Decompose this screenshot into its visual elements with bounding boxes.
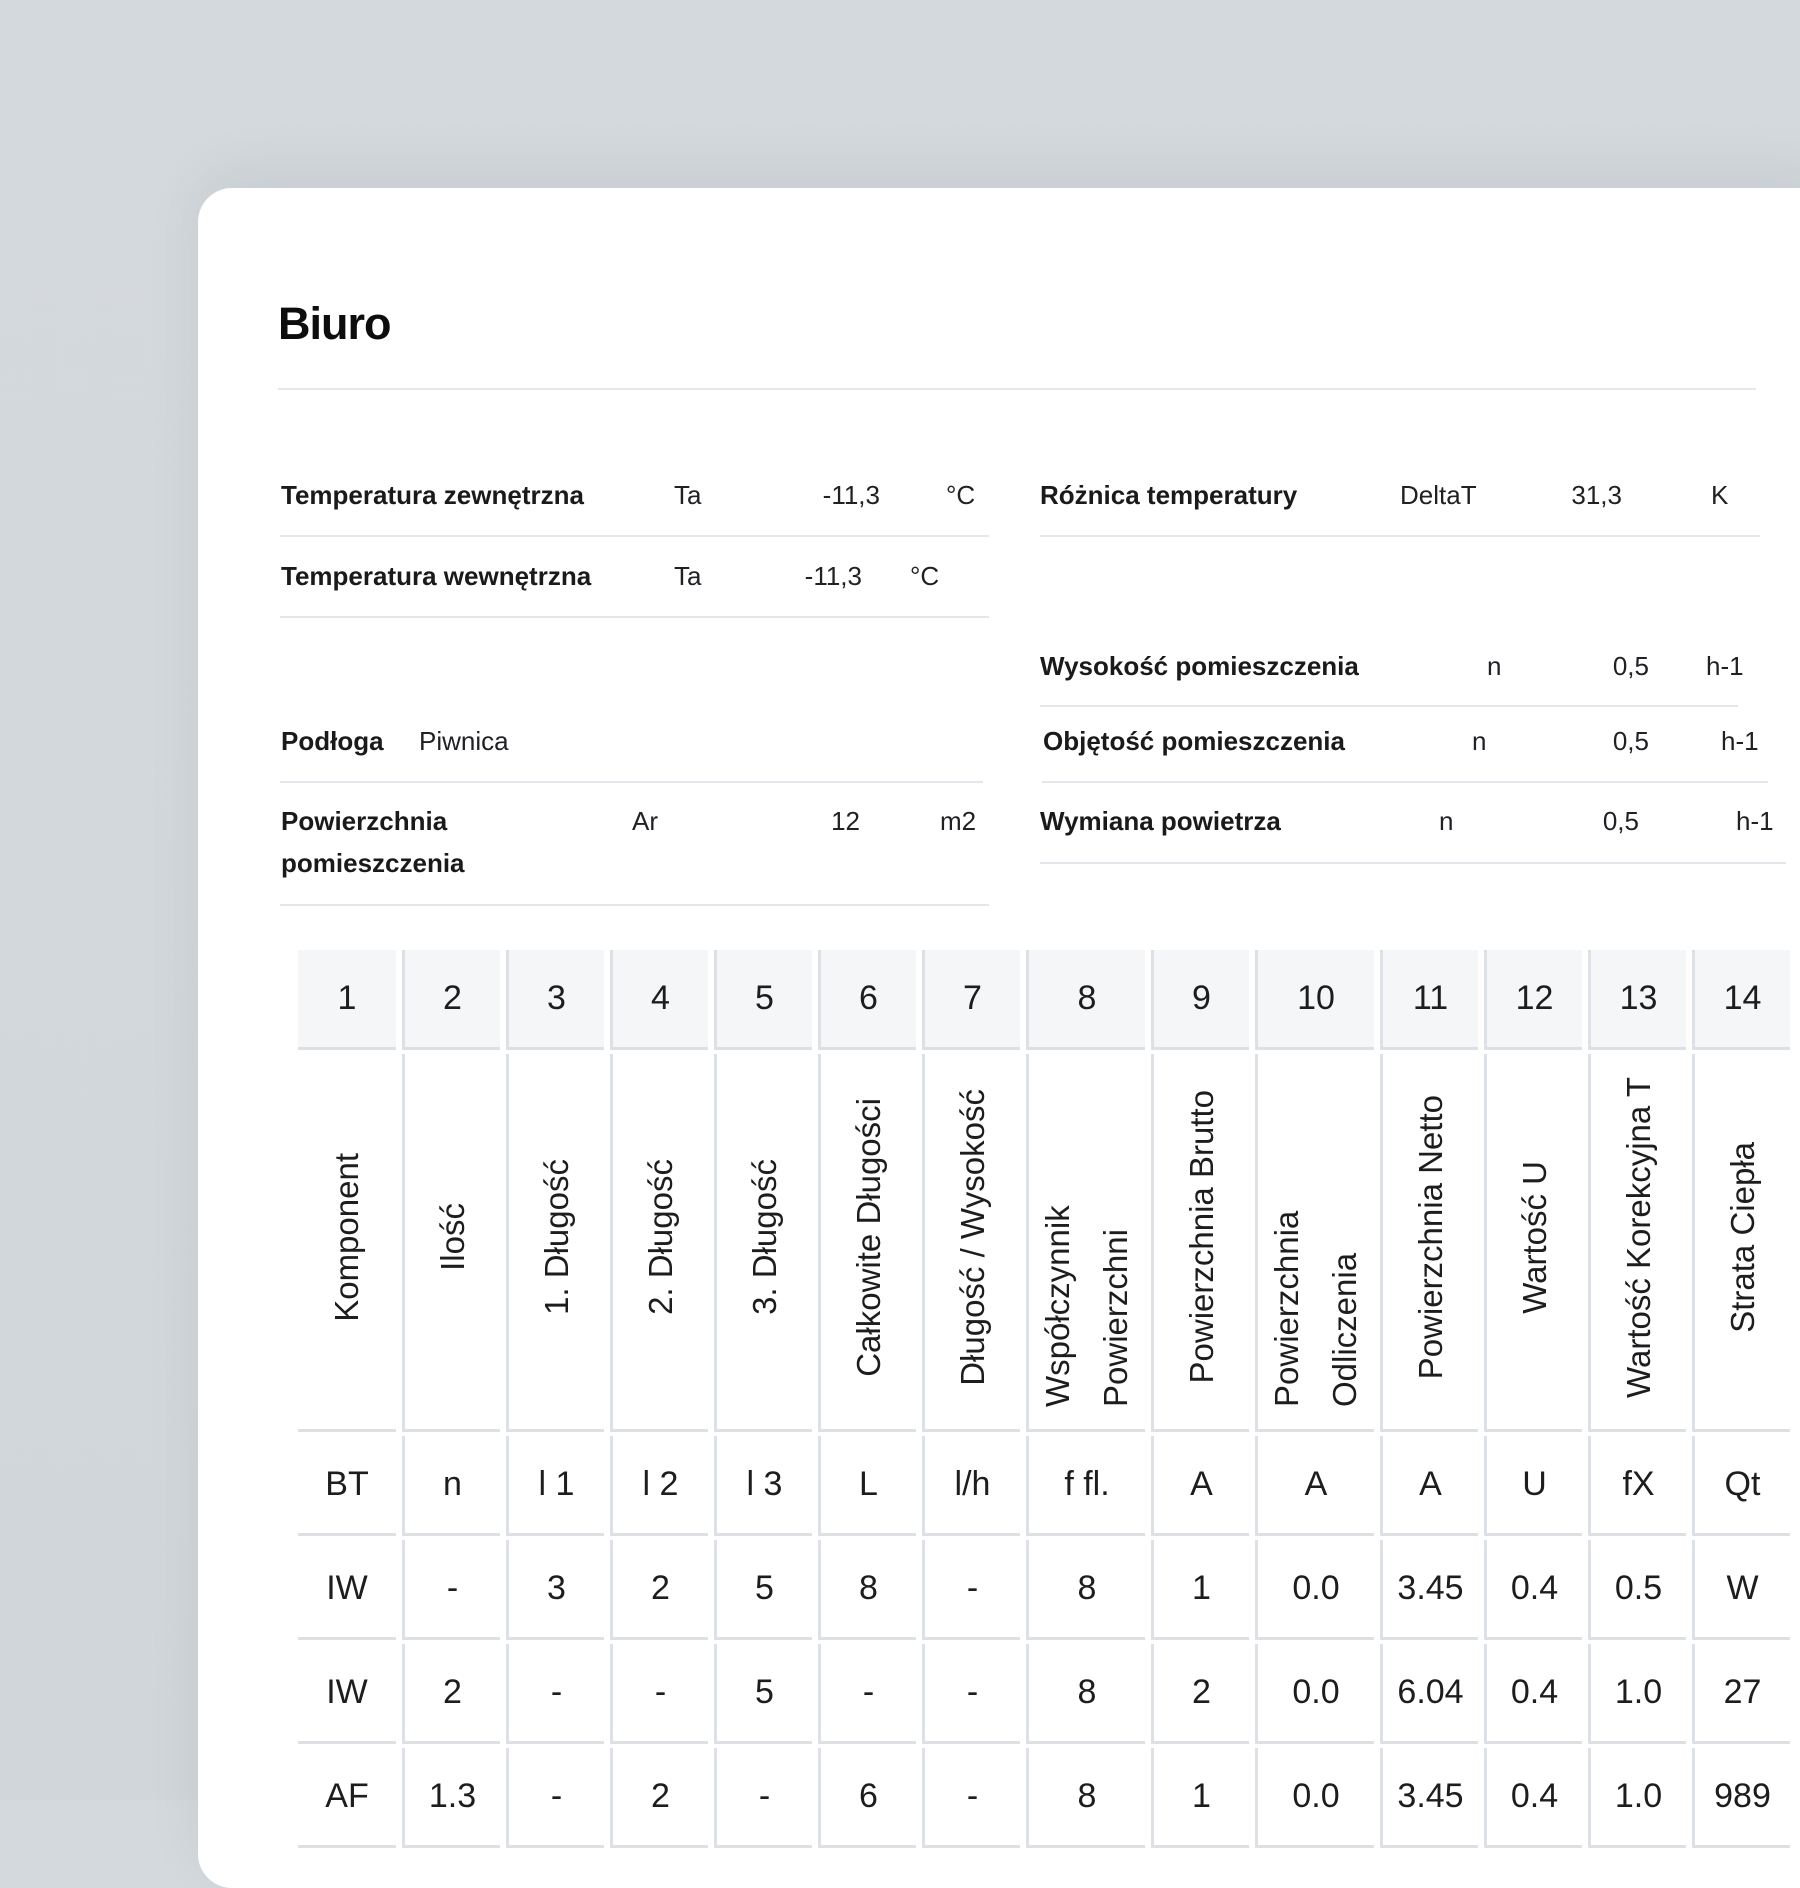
column-header-cell [610,1054,708,1432]
column-number: 3 [506,950,604,1050]
outdoor-temp-unit: °C [946,480,976,510]
floor-value: Piwnica [419,726,509,756]
room-height-symbol: n [1487,651,1502,681]
column-header-row [298,1054,1790,1432]
divider [280,781,983,783]
column-header-cell [1026,1054,1145,1432]
column-number: 2 [402,950,500,1050]
divider [1040,862,1786,864]
table-cell: - [506,1644,604,1744]
indoor-temp-unit: °C [910,561,940,591]
room-area-symbol: Ar [632,806,658,836]
column-header-cell [402,1054,500,1432]
column-header: Wartość Korekcyjna T [1619,1076,1657,1398]
table-cell: 0.5 [1588,1540,1686,1640]
table-cell: IW [298,1540,396,1640]
column-number: 11 [1380,950,1478,1050]
column-header: Długość / Wysokość [953,1088,991,1386]
table-cell: 0.4 [1484,1748,1582,1848]
column-header-cell [1692,1054,1790,1432]
table-cell: 0.4 [1484,1540,1582,1640]
room-height-unit: h-1 [1706,651,1744,681]
room-height-label: Wysokość pomieszczenia [1040,651,1359,681]
floor-label: Podłoga [281,726,384,756]
divider [1040,705,1738,707]
column-symbol: L [818,1436,916,1536]
symbol-row [298,1436,1790,1536]
column-header: Wartość U [1515,1160,1553,1314]
column-number: 8 [1026,950,1145,1050]
heat-loss-table [292,946,1796,1852]
column-header-cell [1380,1054,1478,1432]
room-area-unit: m2 [940,806,977,836]
table-cell: - [922,1644,1020,1744]
column-number: 7 [922,950,1020,1050]
column-header-cell [818,1054,916,1432]
table-cell: 3 [506,1540,604,1640]
room-volume-value: 0,5 [1612,726,1649,756]
room-area-value: 12 [831,806,860,836]
column-symbol: A [1151,1436,1249,1536]
table-cell: 1 [1151,1540,1249,1640]
column-header-cell [506,1054,604,1432]
column-number: 12 [1484,950,1582,1050]
column-symbol: fX [1588,1436,1686,1536]
table-cell: - [818,1644,916,1744]
table-cell: 1.0 [1588,1748,1686,1848]
table-cell: - [922,1540,1020,1640]
table-cell: 1 [1151,1748,1249,1848]
room-volume-unit: h-1 [1721,726,1759,756]
column-header-cell [714,1054,812,1432]
table-cell: - [402,1540,500,1640]
table-row [298,1748,1790,1848]
room-volume-label: Objętość pomieszczenia [1043,726,1345,756]
column-header-cell [1484,1054,1582,1432]
table-cell: 8 [1026,1540,1145,1640]
divider [1042,781,1768,783]
table-cell: - [610,1644,708,1744]
indoor-temp-value: -11,3 [804,561,862,591]
column-number-row [298,950,1790,1050]
table-cell: 6 [818,1748,916,1848]
table-row [298,1644,1790,1744]
column-symbol: U [1484,1436,1582,1536]
column-number: 10 [1255,950,1374,1050]
column-header-cell [1151,1054,1249,1432]
outdoor-temp-label: Temperatura zewnętrzna [281,480,584,510]
indoor-temp-label: Temperatura wewnętrzna [281,561,592,591]
table-cell: IW [298,1644,396,1744]
table-cell: 5 [714,1644,812,1744]
column-number: 1 [298,950,396,1050]
air-exchange-symbol: n [1439,806,1454,836]
column-header: Współczynnik Powierzchni [1039,1205,1134,1407]
column-symbol: A [1380,1436,1478,1536]
page-title: Biuro [278,298,391,349]
table-cell: 2 [610,1748,708,1848]
air-exchange-unit: h-1 [1736,806,1774,836]
table-cell: W [1692,1540,1790,1640]
column-header: Powierzchnia Brutto [1182,1090,1220,1384]
column-number: 6 [818,950,916,1050]
column-header: Powierzchnia Netto [1411,1094,1449,1380]
room-height-value: 0,5 [1612,651,1649,681]
column-symbol: l 1 [506,1436,604,1536]
table-cell: - [506,1748,604,1848]
column-header-cell [1588,1054,1686,1432]
table-cell: 1.0 [1588,1644,1686,1744]
table-cell: - [922,1748,1020,1848]
air-exchange-label: Wymiana powietrza [1040,806,1281,836]
column-symbol: f fl. [1026,1436,1145,1536]
column-header: 1. Długość [537,1159,575,1315]
table-cell: - [714,1748,812,1848]
table-cell: 1.3 [402,1748,500,1848]
column-symbol: l 2 [610,1436,708,1536]
table-cell: 2 [1151,1644,1249,1744]
table-cell: 5 [714,1540,812,1640]
column-header: 3. Długość [745,1159,783,1315]
temp-diff-value: 31,3 [1571,480,1622,510]
column-header: Strata Ciepła [1723,1141,1761,1333]
table-cell: 2 [610,1540,708,1640]
indoor-temp-symbol: Ta [674,561,702,591]
table-cell: 0.4 [1484,1644,1582,1744]
outdoor-temp-symbol: Ta [674,480,702,510]
column-symbol: Qt [1692,1436,1790,1536]
temp-diff-unit: K [1711,480,1729,510]
table-cell: 27 [1692,1644,1790,1744]
column-header: Powierzchnia Odliczenia [1268,1210,1363,1407]
column-symbol: BT [298,1436,396,1536]
table-cell: 989 [1692,1748,1790,1848]
divider [280,535,989,537]
table-cell: 6.04 [1380,1644,1478,1744]
divider [1040,535,1760,537]
divider [280,616,989,618]
table-cell: 0.0 [1255,1540,1374,1640]
title-divider [278,388,1756,390]
column-header-cell [922,1054,1020,1432]
column-header-cell [1255,1054,1374,1432]
table-cell: AF [298,1748,396,1848]
room-area-label: Powierzchnia pomieszczenia [281,806,465,878]
outdoor-temp-value: -11,3 [822,480,880,510]
column-symbol: l 3 [714,1436,812,1536]
table-cell: 2 [402,1644,500,1744]
table-cell: 8 [818,1540,916,1640]
table-cell: 8 [1026,1748,1145,1848]
table-row [298,1540,1790,1640]
temp-diff-label: Różnica temperatury [1040,480,1298,510]
column-number: 9 [1151,950,1249,1050]
room-volume-symbol: n [1472,726,1487,756]
column-header: Komponent [328,1152,365,1322]
table-cell: 0.0 [1255,1748,1374,1848]
table-cell: 3.45 [1380,1540,1478,1640]
column-symbol: n [402,1436,500,1536]
column-header: Ilość [433,1203,471,1271]
column-number: 5 [714,950,812,1050]
table-cell: 0.0 [1255,1644,1374,1744]
temp-diff-symbol: DeltaT [1400,480,1477,510]
divider [280,904,989,906]
column-header-cell [298,1054,396,1432]
column-symbol: A [1255,1436,1374,1536]
column-header: 2. Długość [641,1159,679,1315]
column-symbol: l/h [922,1436,1020,1536]
table-cell: 8 [1026,1644,1145,1744]
column-header: Całkowite Długości [849,1097,887,1377]
column-number: 4 [610,950,708,1050]
table-cell: 3.45 [1380,1748,1478,1848]
air-exchange-value: 0,5 [1602,806,1639,836]
column-number: 13 [1588,950,1686,1050]
column-number: 14 [1692,950,1790,1050]
